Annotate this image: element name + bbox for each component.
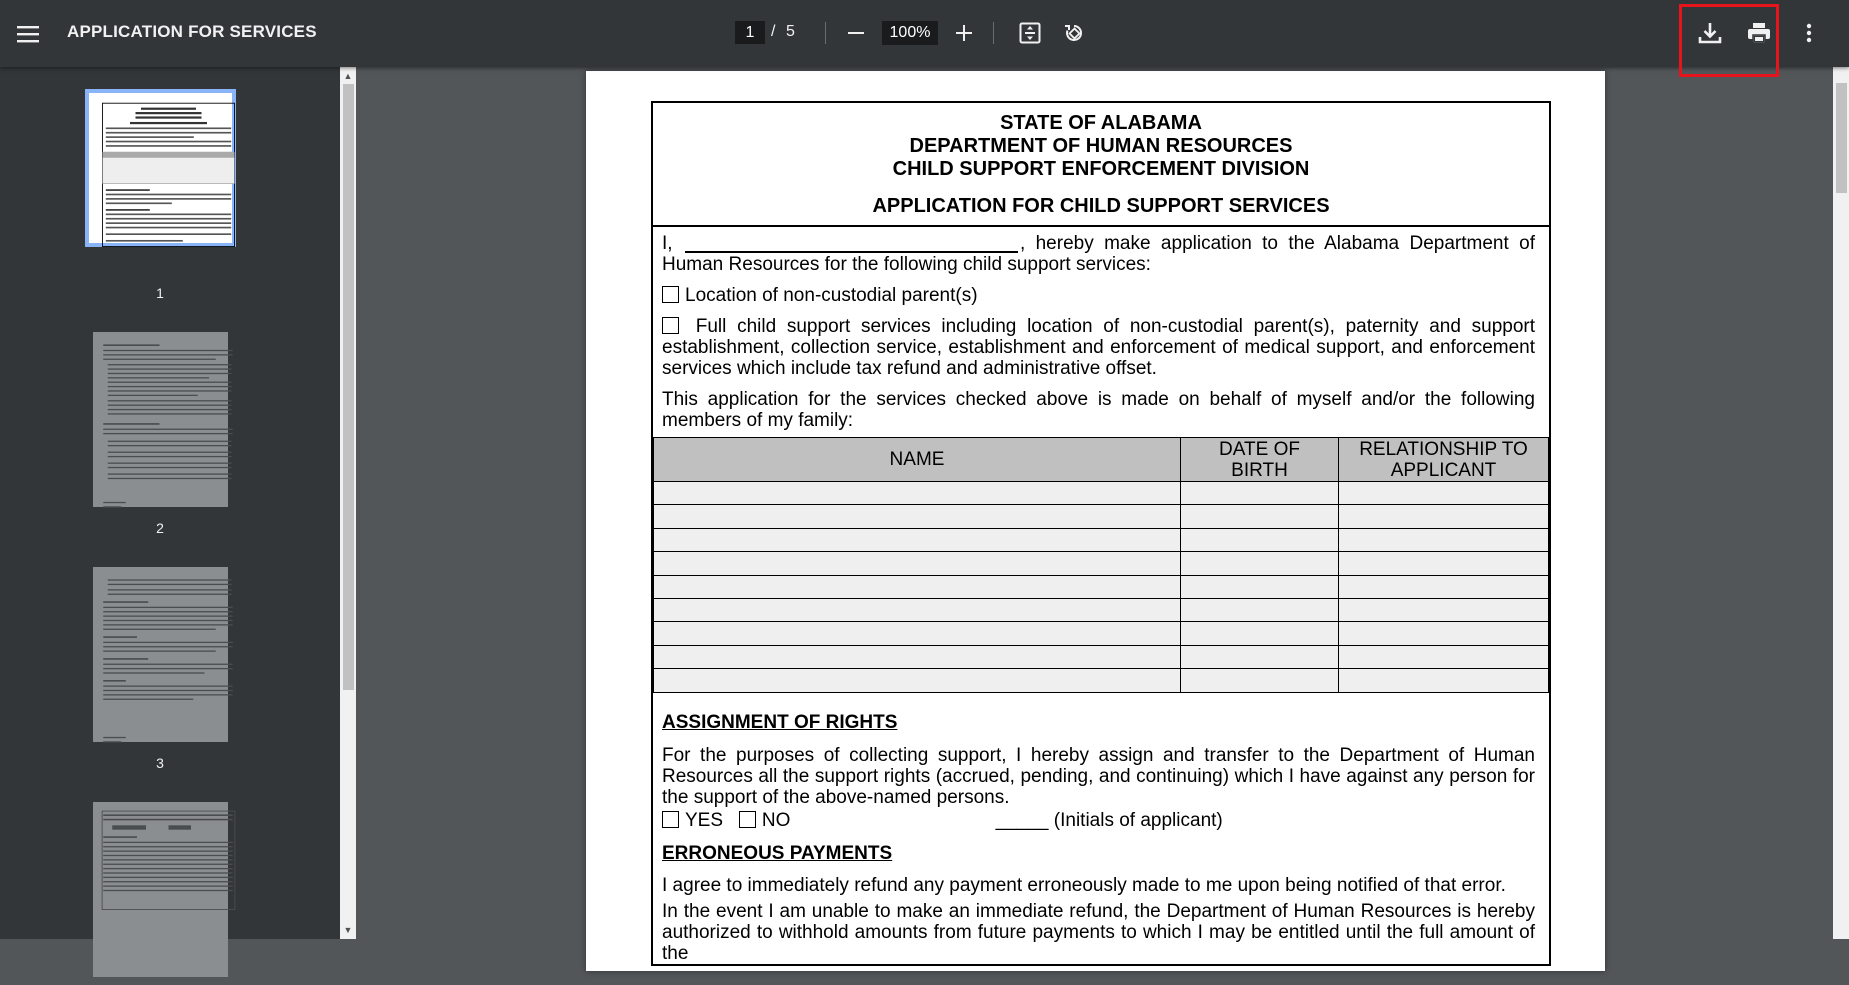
hamburger-menu-icon — [17, 25, 39, 43]
column-header-relationship-line2: APPLICANT — [1390, 459, 1497, 481]
main-scrollbar-thumb[interactable] — [1836, 83, 1847, 193]
fit-to-page-button[interactable] — [1012, 14, 1048, 52]
dob-cell[interactable] — [1181, 575, 1339, 598]
relationship-cell[interactable] — [1339, 528, 1549, 551]
table-row — [654, 528, 1549, 551]
page-preview — [101, 575, 236, 750]
name-cell[interactable] — [654, 598, 1181, 621]
dob-cell[interactable] — [1181, 669, 1339, 692]
initials-field: _____ (Initials of applicant) — [995, 809, 1223, 831]
applicant-name-line[interactable] — [685, 235, 1018, 253]
no-label: NO — [761, 809, 791, 831]
column-header-relationship — [1339, 438, 1549, 482]
thumbnail-page-2[interactable] — [93, 332, 228, 507]
table-row — [654, 505, 1549, 528]
download-button[interactable] — [1690, 12, 1730, 54]
minus-icon — [848, 25, 864, 41]
name-cell[interactable] — [654, 528, 1181, 551]
total-pages: 5 — [786, 23, 795, 40]
scroll-up-arrow-icon[interactable]: ▲ — [343, 71, 353, 81]
zoom-in-button[interactable] — [946, 14, 982, 52]
zoom-out-button[interactable] — [838, 14, 874, 52]
thumbnail-number: 1 — [156, 285, 164, 301]
thumbnail-page-3[interactable] — [93, 567, 228, 742]
rotate-counterclockwise-icon — [1062, 21, 1086, 45]
menu-button[interactable] — [8, 14, 48, 54]
dob-cell[interactable] — [1181, 482, 1339, 505]
fit-to-page-icon — [1019, 22, 1041, 44]
table-row — [654, 552, 1549, 575]
scroll-down-arrow-icon[interactable]: ▼ — [343, 925, 353, 935]
dob-cell[interactable] — [1181, 528, 1339, 551]
zoom-level-input[interactable] — [882, 21, 938, 45]
dob-cell[interactable] — [1181, 598, 1339, 621]
rotate-button[interactable] — [1056, 14, 1092, 52]
intro-text: , hereby make application to the Alabama Department of Human Resources for the following child support services: — [662, 233, 1535, 275]
full-services-checkbox[interactable] — [662, 317, 679, 334]
erroneous-title: ERRONEOUS PAYMENTS — [662, 842, 893, 864]
dob-cell[interactable] — [1181, 505, 1339, 528]
assignment-title: ASSIGNMENT OF RIGHTS — [662, 711, 898, 733]
no-checkbox[interactable] — [739, 811, 756, 828]
intro-prefix: I, — [662, 233, 673, 254]
page-separator: / — [771, 23, 776, 40]
name-cell[interactable] — [654, 505, 1181, 528]
main-scrollbar[interactable] — [1833, 67, 1849, 939]
page-number-input[interactable] — [735, 21, 765, 44]
toolbar-divider — [825, 22, 826, 44]
toolbar — [0, 0, 1849, 67]
page-preview — [101, 340, 236, 515]
relationship-cell[interactable] — [1339, 575, 1549, 598]
erroneous-text-2: In the event I am unable to make an immediate refund, the Department of Human Resources is hereby authorized to withhold amounts from future payments to which I may be entitled until the full amount of the — [662, 900, 1535, 964]
header-line-department: DEPARTMENT OF HUMAN RESOURCES — [909, 135, 1293, 157]
table-row — [654, 598, 1549, 621]
thumbnail-number: 3 — [156, 755, 164, 771]
print-button[interactable] — [1739, 12, 1779, 54]
toolbar-divider — [993, 22, 994, 44]
relationship-cell[interactable] — [1339, 552, 1549, 575]
option-full-services-label: Full child support services including location of non-custodial parent(s), paternity and support establishment, collection service, establishment and enforcement of medical support, and enforcement services which include tax refund and administrative offset. — [662, 316, 1536, 379]
assignment-text: For the purposes of collecting support, I hereby assign and transfer to the Department of Human Resources all the support rights (accrued, pending, and continuing) which I have against any person for the support of the above-named persons. — [662, 744, 1535, 808]
divider — [653, 225, 1549, 227]
name-cell[interactable] — [654, 552, 1181, 575]
download-icon — [1697, 20, 1723, 46]
dob-cell[interactable] — [1181, 645, 1339, 668]
family-members-table — [653, 437, 1549, 693]
document-title: APPLICATION FOR SERVICES — [67, 22, 317, 41]
relationship-cell[interactable] — [1339, 482, 1549, 505]
thumbnail-sidebar — [0, 67, 340, 939]
behalf-paragraph: This application for the services checked above is made on behalf of myself and/or the following members of my family: — [662, 389, 1535, 431]
column-header-name: NAME — [654, 438, 1181, 482]
page-preview — [97, 101, 240, 251]
name-cell[interactable] — [654, 669, 1181, 692]
name-cell[interactable] — [654, 575, 1181, 598]
relationship-cell[interactable] — [1339, 645, 1549, 668]
table-row — [654, 622, 1549, 645]
pdf-page — [586, 71, 1605, 971]
more-actions-button[interactable] — [1794, 14, 1824, 52]
page-preview — [101, 810, 236, 985]
thumbnail-number: 2 — [156, 520, 164, 536]
more-vertical-icon — [1806, 23, 1812, 43]
plus-icon — [956, 25, 972, 41]
yes-label: YES — [685, 809, 724, 831]
table-row — [654, 669, 1549, 692]
form-title: APPLICATION FOR CHILD SUPPORT SERVICES — [872, 195, 1330, 217]
document-viewer — [356, 67, 1833, 964]
form-header — [653, 103, 1549, 225]
yes-checkbox[interactable] — [662, 811, 679, 828]
print-icon — [1746, 20, 1772, 46]
relationship-cell[interactable] — [1339, 669, 1549, 692]
header-line-division: CHILD SUPPORT ENFORCEMENT DIVISION — [892, 158, 1310, 180]
table-body — [654, 482, 1549, 693]
location-checkbox[interactable] — [662, 286, 679, 303]
header-line-state: STATE OF ALABAMA — [1000, 112, 1202, 134]
column-header-dob — [1181, 438, 1339, 482]
sidebar-scrollbar-thumb[interactable] — [343, 84, 354, 690]
name-cell[interactable] — [654, 482, 1181, 505]
erroneous-text-1: I agree to immediately refund any payment erroneously made to me upon being notified of that error. — [662, 874, 1506, 896]
assignment-options — [653, 810, 1549, 831]
column-header-relationship-line1: RELATIONSHIP TO — [1359, 438, 1528, 460]
option-location — [653, 285, 1549, 306]
column-header-dob-line1: DATE OF — [1219, 438, 1300, 460]
application-form — [651, 101, 1551, 966]
name-cell[interactable] — [654, 645, 1181, 668]
table-header-row — [654, 438, 1549, 482]
intro-paragraph — [653, 233, 1549, 275]
thumbnail-page-1[interactable] — [85, 89, 236, 247]
name-cell[interactable] — [654, 622, 1181, 645]
option-full-services — [653, 316, 1549, 379]
table-row — [654, 645, 1549, 668]
relationship-cell[interactable] — [1339, 622, 1549, 645]
column-header-dob-line2: BIRTH — [1231, 459, 1288, 481]
relationship-cell[interactable] — [1339, 505, 1549, 528]
dob-cell[interactable] — [1181, 552, 1339, 575]
option-location-label: Location of non-custodial parent(s) — [685, 285, 978, 306]
thumbnail-page-4[interactable] — [93, 802, 228, 977]
relationship-cell[interactable] — [1339, 598, 1549, 621]
table-row — [654, 482, 1549, 505]
dob-cell[interactable] — [1181, 622, 1339, 645]
table-row — [654, 575, 1549, 598]
